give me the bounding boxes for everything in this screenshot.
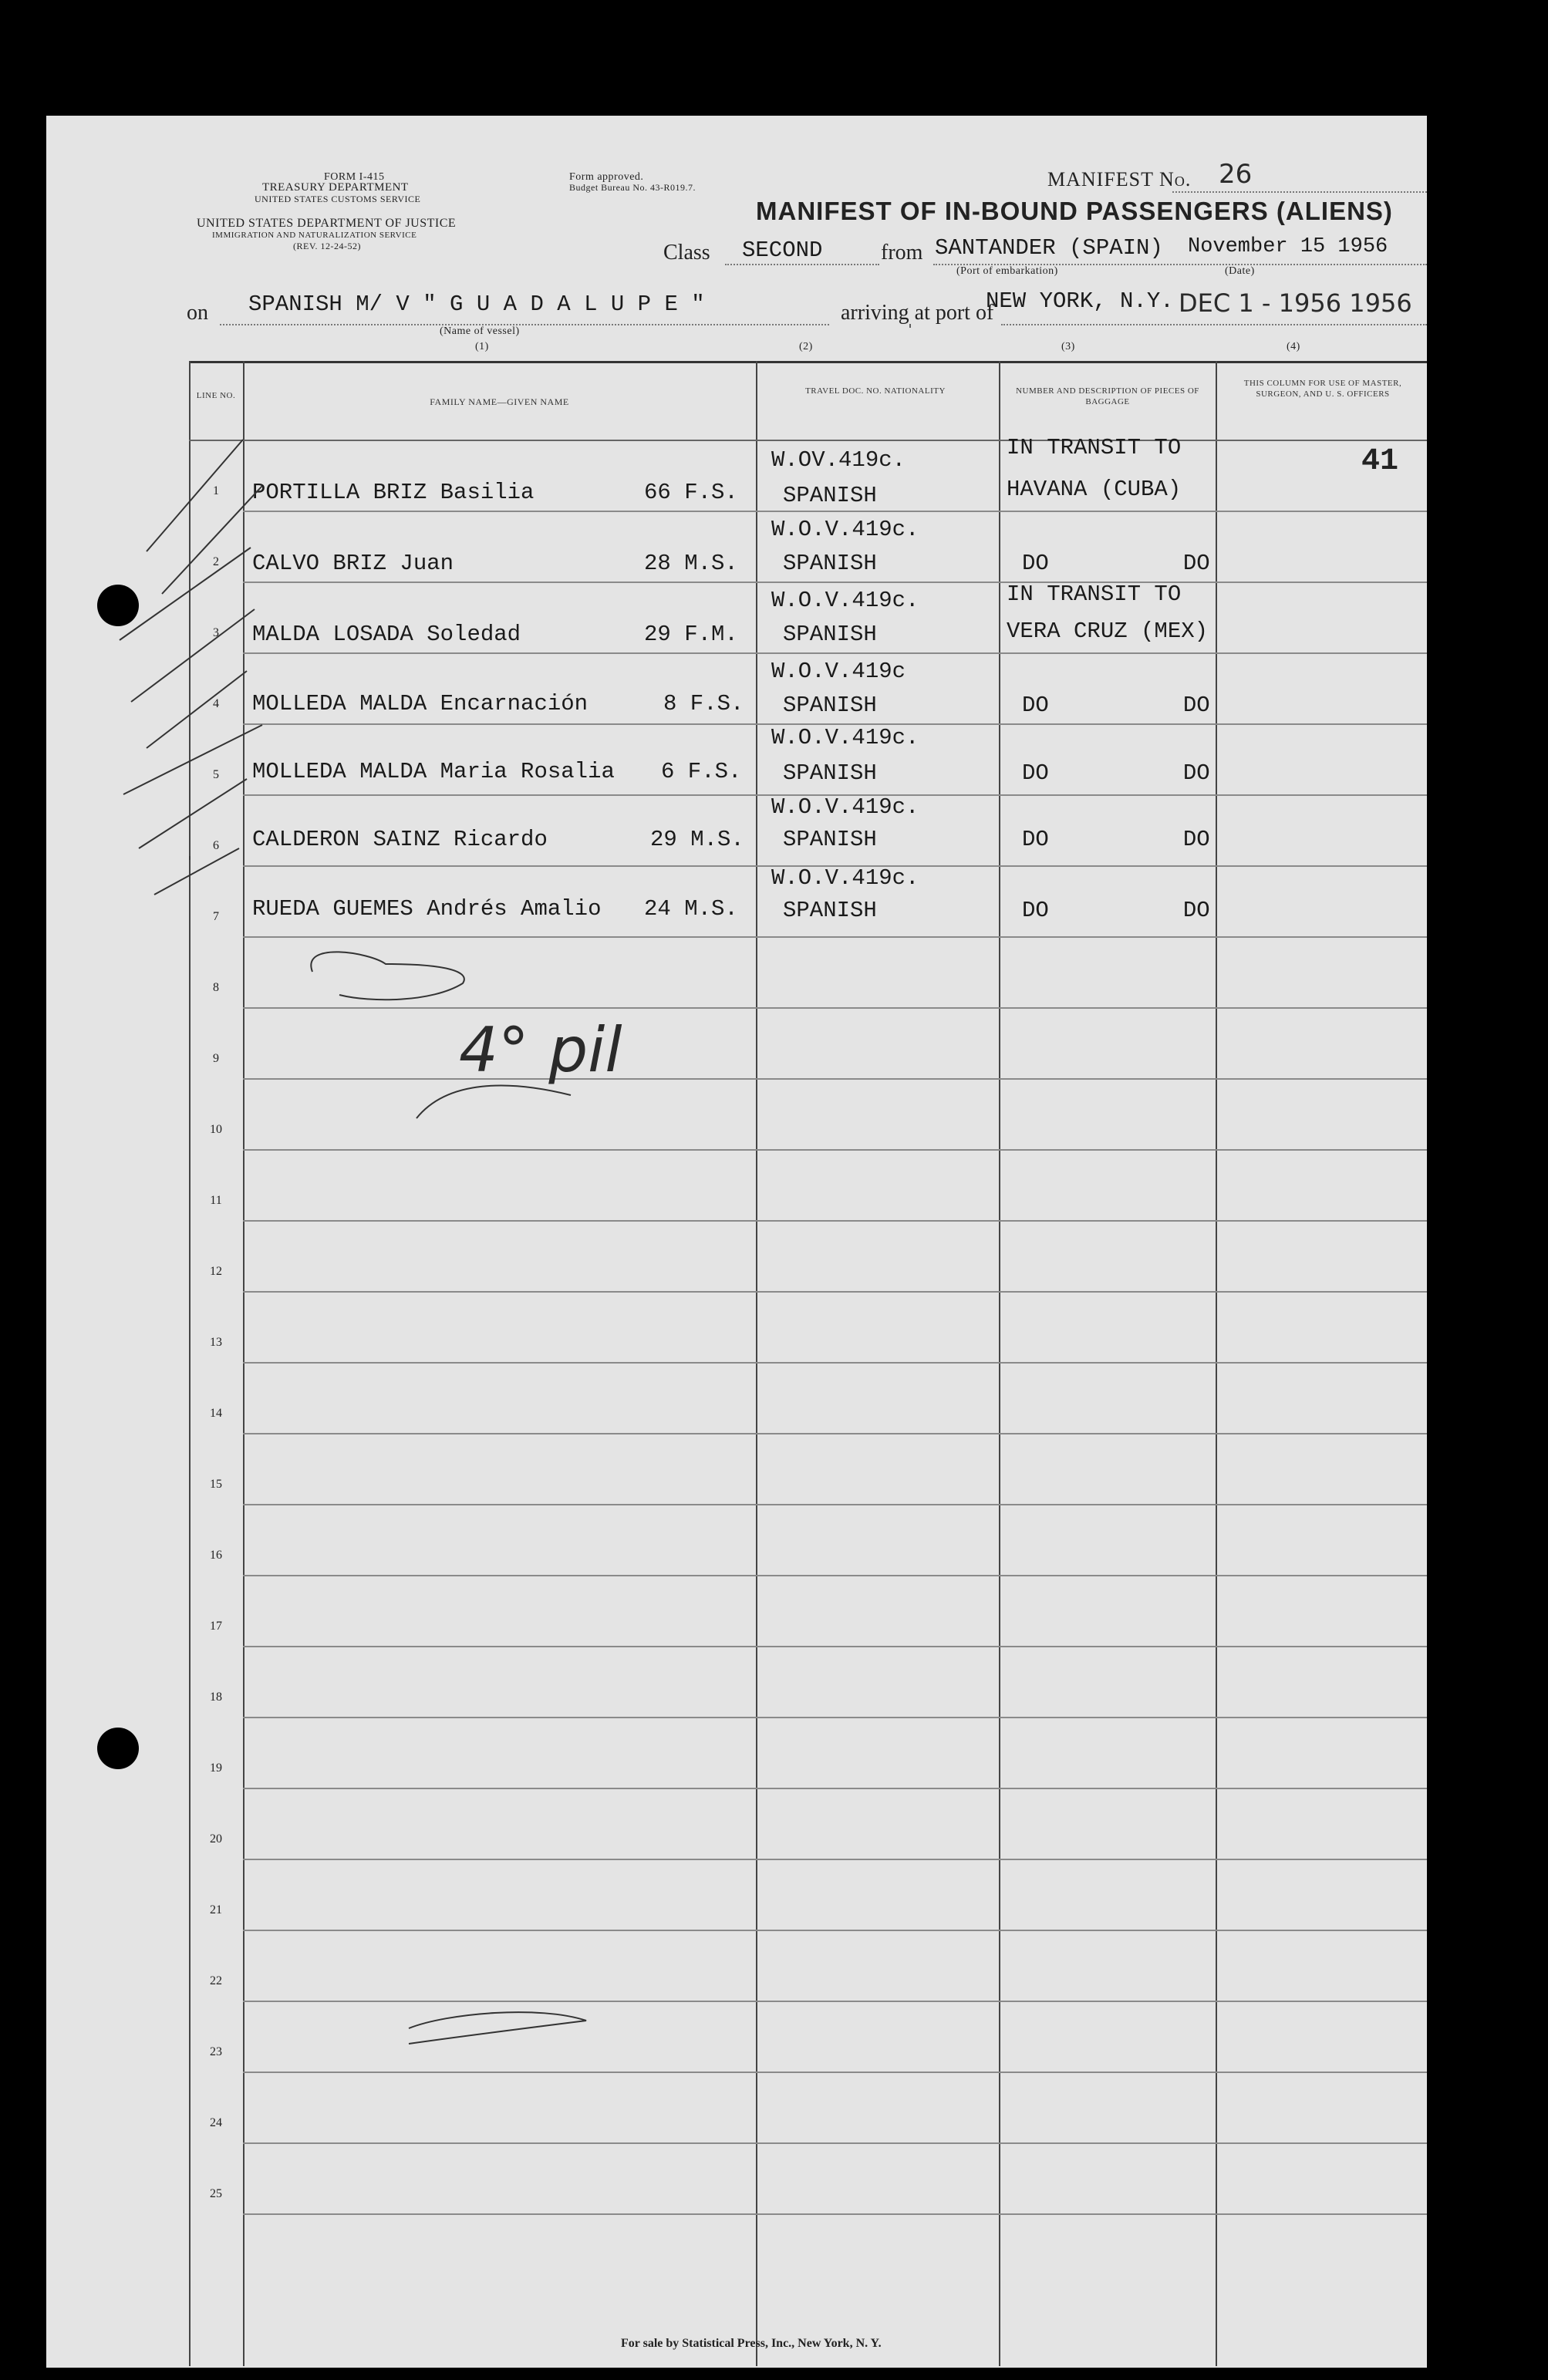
class-label: Class (663, 241, 710, 265)
travel-doc: W.OV.419c. (771, 447, 906, 473)
passenger-name: MOLLEDA MALDA Maria Rosalia (252, 759, 615, 784)
passenger-name: CALVO BRIZ Juan (252, 551, 454, 576)
punch-hole-top (97, 585, 139, 626)
justice-dept: UNITED STATES DEPARTMENT OF JUSTICE (197, 217, 457, 230)
officer-count: 41 (1361, 444, 1399, 479)
line-number: 20 (210, 1832, 222, 1846)
travel-doc: W.O.V.419c. (771, 794, 919, 820)
col-num-1: (1) (475, 341, 489, 352)
baggage-line-2: HAVANA (CUBA) (1007, 477, 1182, 502)
date-caption: (Date) (1225, 265, 1255, 277)
line-number: 18 (210, 1691, 222, 1704)
passenger-age-sex: 24 M.S. (644, 896, 738, 922)
passenger-age-sex: 28 M.S. (644, 551, 738, 576)
header-travel-doc: TRAVEL DOC. NO. NATIONALITY (805, 386, 946, 396)
line-number: 7 (213, 910, 219, 923)
manifest-sheet (46, 116, 1427, 2368)
line-number: 5 (213, 768, 219, 781)
header-line-no: LINE NO. (196, 391, 236, 400)
header-officers: THIS COLUMN FOR USE OF MASTER, SURGEON, AND U. S. OFFICERS (1243, 379, 1402, 399)
line-number: 13 (210, 1336, 222, 1349)
col-num-3: (3) (1061, 341, 1075, 352)
nationality: SPANISH (783, 483, 877, 508)
line-number: 14 (210, 1407, 222, 1420)
baggage-line-2: VERA CRUZ (MEX) (1007, 619, 1209, 644)
nationality: SPANISH (783, 898, 877, 923)
passenger-name: PORTILLA BRIZ Basilia (252, 480, 535, 505)
from-label: from (881, 241, 923, 265)
nationality: SPANISH (783, 622, 877, 647)
line-number: 25 (210, 2187, 222, 2200)
treasury-dept: TREASURY DEPARTMENT (262, 181, 409, 194)
ins-service: IMMIGRATION AND NATURALIZATION SERVICE (212, 231, 417, 240)
passenger-age-sex: 8 F.S. (663, 691, 744, 716)
line-number: 21 (210, 1903, 222, 1916)
line-number: 10 (210, 1123, 222, 1136)
passenger-name: MOLLEDA MALDA Encarnación (252, 691, 589, 716)
form-number: FORM I-415 (324, 171, 385, 183)
line-number: 15 (210, 1478, 222, 1491)
line-number: 1 (213, 484, 219, 497)
baggage-line-2: DO DO (1022, 898, 1210, 923)
col-num-4: (4) (1287, 341, 1300, 352)
punch-hole-bottom (97, 1728, 139, 1769)
line-number: 12 (210, 1265, 222, 1278)
footer-imprint: For sale by Statistical Press, Inc., New York, N. Y. (621, 2337, 882, 2350)
manifest-no-label: MANIFEST No. (1047, 168, 1192, 190)
form-approved: Form approved. (569, 171, 644, 183)
manifest-title: MANIFEST OF IN-BOUND PASSENGERS (ALIENS) (756, 197, 1393, 225)
line-number: 3 (213, 626, 219, 639)
line-number: 2 (213, 555, 219, 568)
line-number: 4 (213, 697, 219, 710)
line-number: 17 (210, 1620, 222, 1633)
line-number: 16 (210, 1549, 222, 1562)
travel-doc: W.O.V.419c. (771, 865, 919, 891)
line-number: 11 (210, 1194, 222, 1207)
col-num-2: (2) (799, 341, 813, 352)
nationality: SPANISH (783, 551, 877, 576)
passenger-age-sex: 66 F.S. (644, 480, 738, 505)
baggage-line-2: DO DO (1022, 760, 1210, 786)
baggage-line-1: IN TRANSIT TO (1007, 435, 1182, 460)
on-label: on (187, 301, 208, 325)
port-caption: (Port of embarkation) (956, 265, 1058, 277)
header-name: FAMILY NAME—GIVEN NAME (430, 396, 569, 407)
baggage-line-2: DO DO (1022, 827, 1210, 852)
passenger-age-sex: 29 M.S. (650, 827, 744, 852)
class-value: SECOND (742, 238, 823, 263)
embark-date: November 15 1956 (1188, 235, 1388, 258)
line-number: 24 (210, 2116, 222, 2129)
manifest-no-value: 26 (1219, 159, 1253, 190)
line-number: 6 (213, 839, 219, 852)
line-number: 8 (213, 981, 219, 994)
baggage-line-2: DO DO (1022, 551, 1210, 576)
vessel-caption: (Name of vessel) (440, 325, 520, 337)
baggage-line-2: DO DO (1022, 693, 1210, 718)
nationality: SPANISH (783, 693, 877, 718)
travel-doc: W.O.V.419c. (771, 588, 919, 613)
nationality: SPANISH (783, 827, 877, 852)
passenger-age-sex: 6 F.S. (661, 759, 742, 784)
line-number: 22 (210, 1974, 222, 1987)
line-number: 19 (210, 1761, 222, 1775)
arrival-port: NEW YORK, N.Y. (986, 288, 1174, 314)
travel-doc: W.O.V.419c. (771, 725, 919, 750)
line-number: 9 (213, 1052, 219, 1065)
header-baggage: NUMBER AND DESCRIPTION OF PIECES OF BAGGAGE (1016, 386, 1199, 406)
baggage-line-1: IN TRANSIT TO (1007, 582, 1182, 607)
passenger-name: CALDERON SAINZ Ricardo (252, 827, 548, 852)
travel-doc: W.O.V.419c (771, 659, 906, 684)
arriving-label: arriving at port of (841, 301, 994, 325)
nationality: SPANISH (783, 760, 877, 786)
travel-doc: W.O.V.419c. (771, 517, 919, 542)
handwritten-marks (46, 116, 1427, 2368)
arrival-date-stamp: DEC 1 - 1956 1956 (1179, 288, 1412, 318)
vessel-name: SPANISH M/ V " G U A D A L U P E " (248, 292, 705, 317)
line-number: 23 (210, 2045, 222, 2058)
passenger-name: MALDA LOSADA Soledad (252, 622, 521, 647)
port-of-embarkation: SANTANDER (SPAIN) (935, 235, 1163, 261)
budget-bureau: Budget Bureau No. 43-R019.7. (569, 182, 696, 193)
customs-service: UNITED STATES CUSTOMS SERVICE (255, 194, 421, 204)
passenger-age-sex: 29 F.M. (644, 622, 738, 647)
handwritten-note: 4° pil (459, 1014, 622, 1086)
revision: (REV. 12-24-52) (293, 241, 361, 251)
passenger-name: RUEDA GUEMES Andrés Amalio (252, 896, 602, 922)
